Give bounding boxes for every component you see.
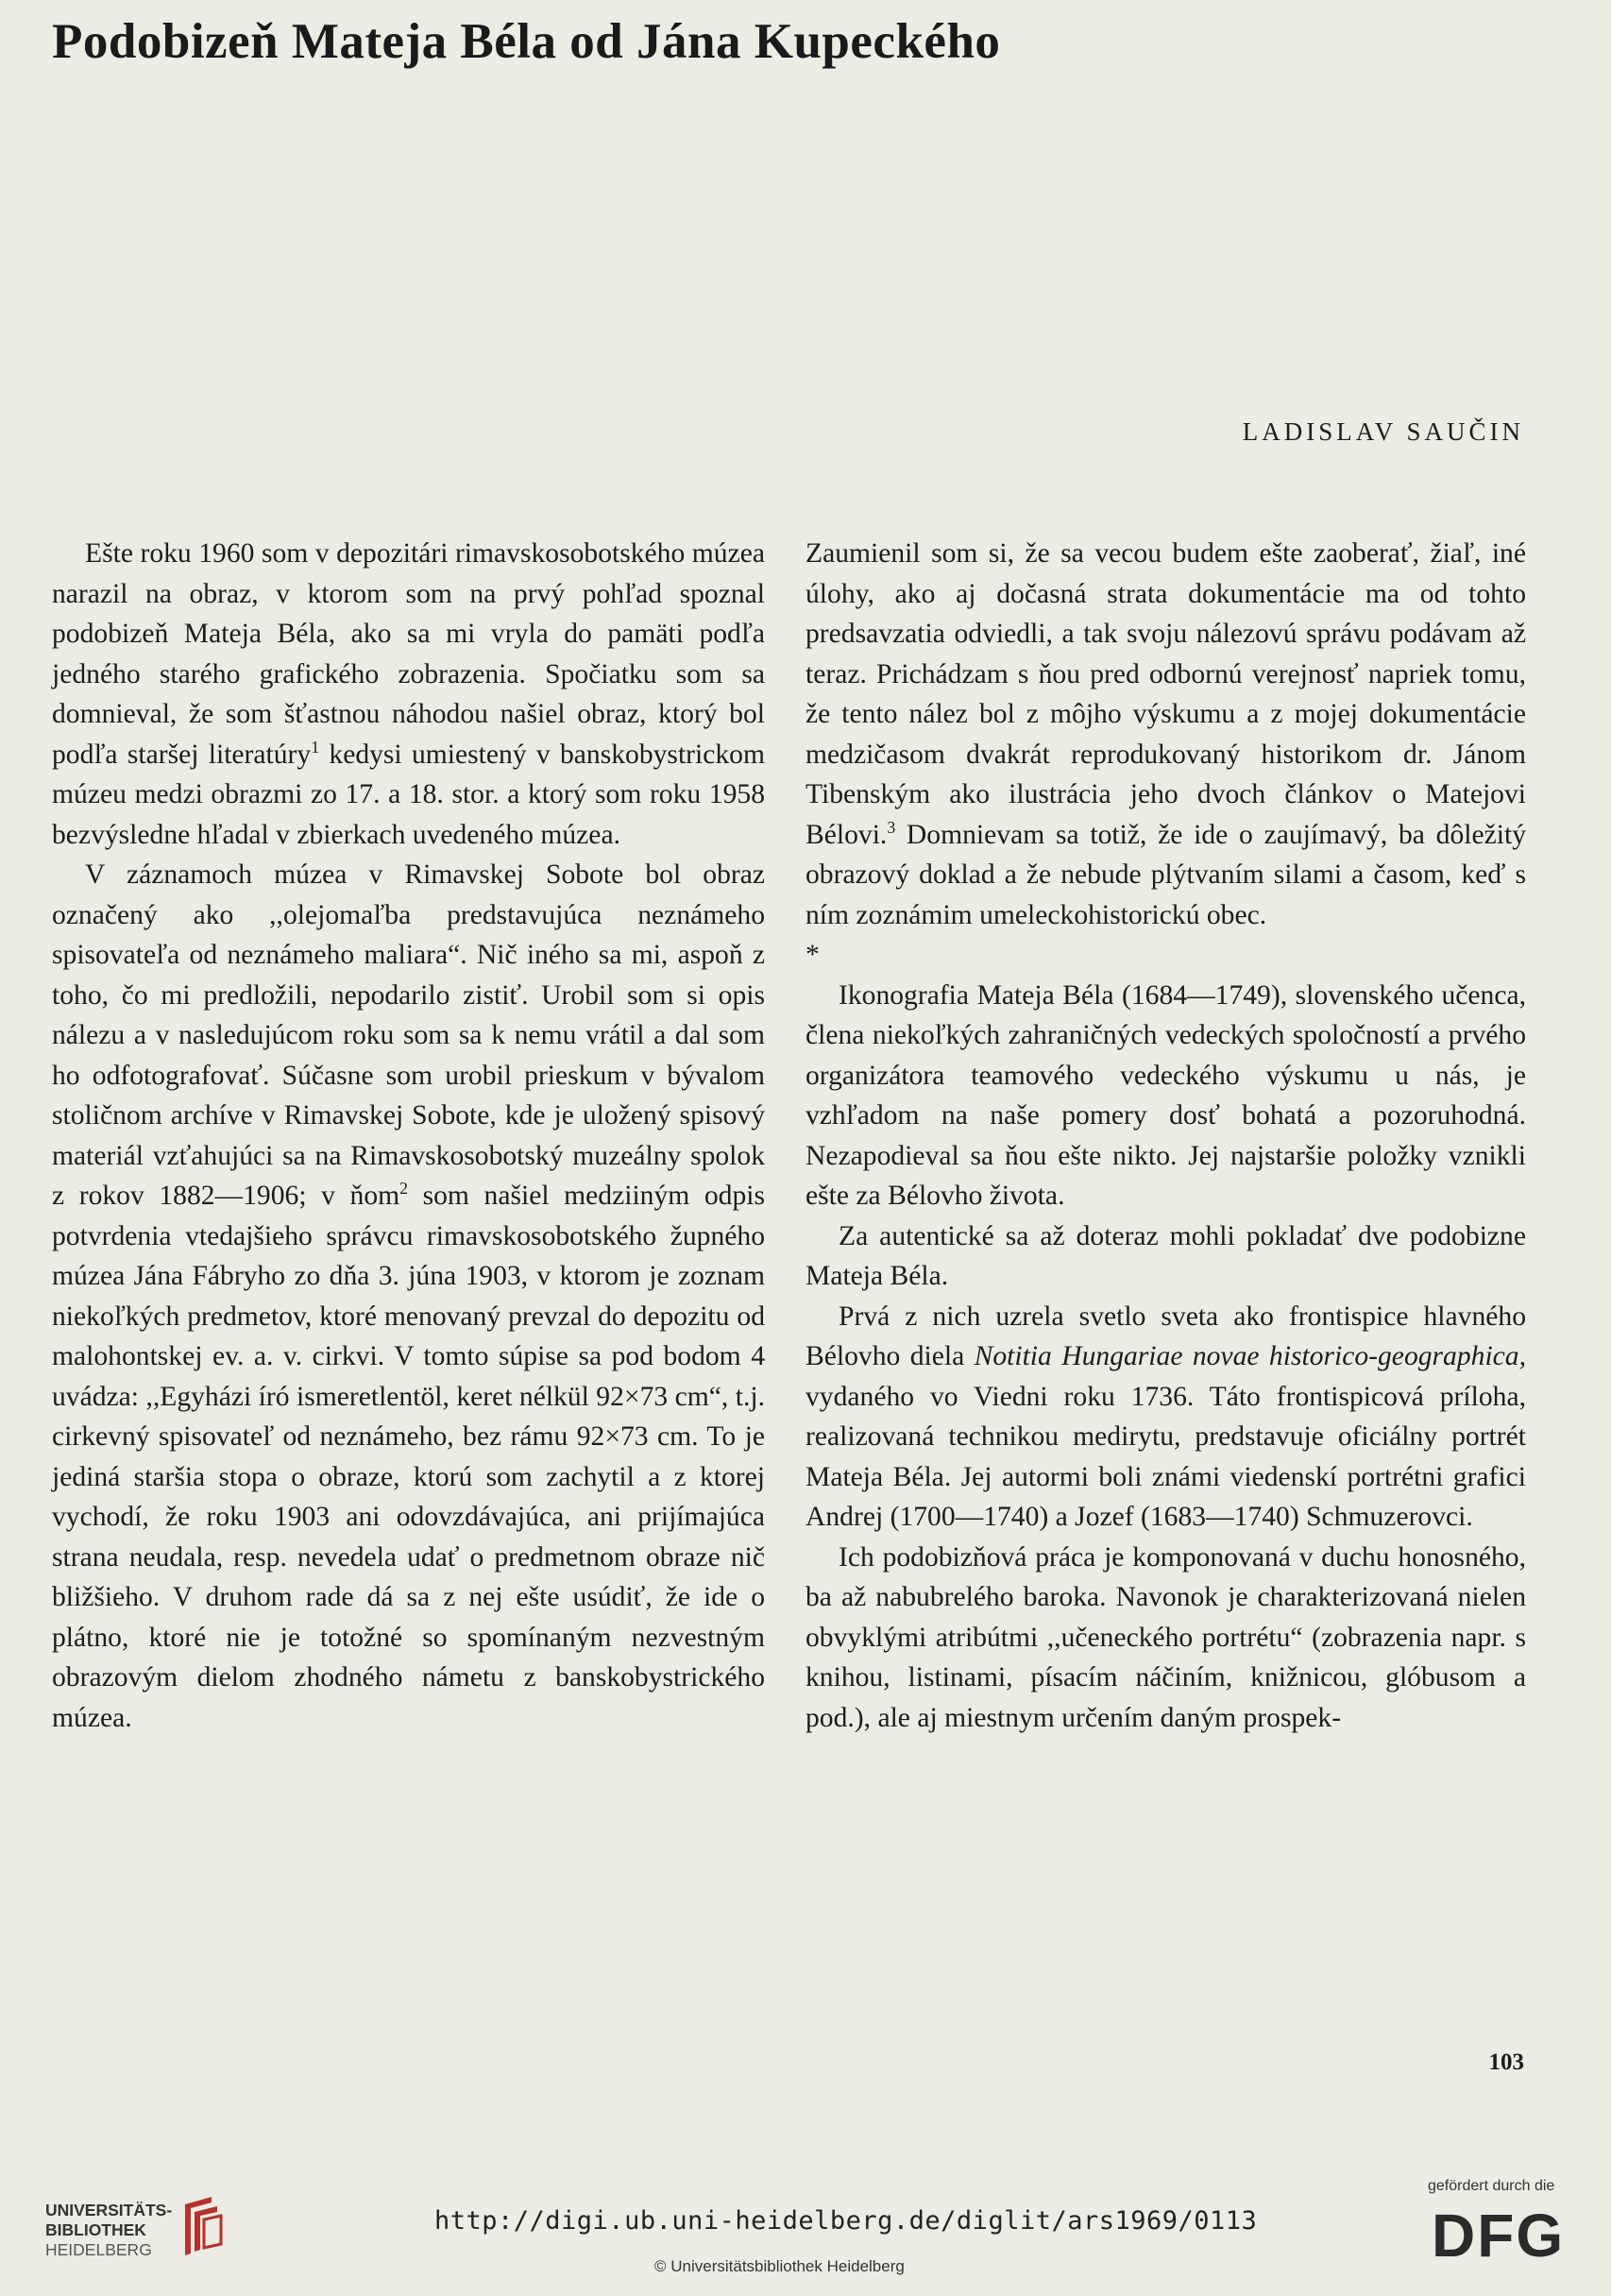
author-name: LADISLAV SAUČIN (1242, 417, 1524, 446)
digitization-footer (0, 2172, 1611, 2296)
footnote-ref[interactable]: 2 (399, 1179, 409, 1199)
library-name-line: BIBLIOTHEK (45, 2220, 146, 2239)
page-number: 103 (1488, 2049, 1524, 2075)
left-column (52, 534, 765, 1738)
footnote-ref[interactable]: 1 (311, 737, 320, 757)
paragraph: Prvá z nich uzrela svetlo sveta ako frontispice hlavného Bélovho diela Notitia Hungariae novae historico-geographica, vydaného vo Viedni roku 1736. Táto frontispicová príloha, realizovaná technikou medirytu, predstavuje oficiálny portrét Mateja Béla. Jej autormi boli známi viedenskí portrétni grafici Andrej (1700—1740) a Jozef (1683—1740) Schmuzerovci. (806, 1301, 1527, 1532)
library-logo[interactable] (45, 2193, 244, 2278)
footnote-ref[interactable]: 3 (887, 817, 896, 837)
paragraph: Ešte roku 1960 som v depozitári rimavskosobotského múzea narazil na obraz, v ktorom som na prvý pohľad spoznal podobizeň Mateja Béla, ako sa mi vryla do pamäti podľa jedného starého grafického zobrazenia. Spočiatku som sa domnieval, že som šťastnou náhodou našiel obraz, ktorý bol podľa staršej literatúry$^1$ kedysi umiestený v banskobystrickom múzeu medzi obrazmi zo 17. a 18. stor. a ktorý som roku 1958 bezvýsledne hľadal v zbierkach uvedeného múzea. (52, 538, 765, 850)
section-separator: * (806, 940, 820, 970)
paragraph: Ikonografia Mateja Béla (1684—1749), slovenského učenca, člena niekoľkých zahraničných vedeckých spoločností a prvého organizátora teamového vedeckého výskumu u nás, je vzhľadom na naše pomery dosť bohatá a pozoruhodná. Nezapodieval sa ňou ešte nikto. Jej najstaršie položky vznikli ešte za Bélovho života. (806, 979, 1526, 1211)
right-column (806, 534, 1526, 1738)
library-name-line: UNIVERSITÄTS- (45, 2201, 173, 2219)
copyright-notice: © Universitätsbibliothek Heidelberg (654, 2257, 905, 2275)
paragraph: Za autentické sa až doteraz mohli pokladať dve podobizne Mateja Béla. (806, 1220, 1526, 1291)
paragraph: Ich podobizňová práca je komponovaná v duchu honosného, ba až nabubrelého baroka. Navonok je charakterizovaná nielen obvyklými atribútmi ,,učeneckého portrétu“ (zobrazenia napr. s knihou, listinami, písacím náčiním, knižnicou, glóbusom a pod.), ale aj miestnym určením daným prospek- (806, 1541, 1526, 1733)
article-title: Podobizeň Mateja Béla od Jána Kupeckého (52, 14, 1001, 69)
dfg-logo[interactable]: DFG (1432, 2202, 1566, 2270)
document-url-link[interactable]: http://digi.ub.uni-heidelberg.de/diglit/ars1969/0113 (434, 2206, 1258, 2236)
library-emblem-icon (166, 2195, 223, 2261)
paragraph: V záznamoch múzea v Rimavskej Sobote bol obraz označený ako ,,olejomaľba predstavujúca neznámeho spisovateľa od neznámeho maliara“. Nič iného sa mi, aspoň z toho, čo mi predložili, nepodarilo zistiť. Urobil som si opis nálezu a v nasledujúcom roku som sa k nemu vrátil a dal som ho odfotografovať. Súčasne som urobil prieskum v bývalom stoličnom archíve v Rimavskej Sobote, kde je uložený spisový materiál vzťahujúci sa na Rimavskosobotský muzeálny spolok z rokov 1882—1906; v ňom$^2$ som našiel medziiným odpis potvrdenia vtedajšieho správcu rimavskosobotského župného múzea Jána Fábryho zo dňa 3. júna 1903, v ktorom je zoznam niekoľkých predmetov, ktoré menovaný prevzal do depozitu od malohontskej ev. a. v. cirkvi. V tomto súpise sa pod bodom 4 uvádza: ,,Egyházi író ismeretlentöl, keret nélkül 92×73 cm“, t.j. cirkevný spisovateľ od neznámeho, bez rámu 92×73 cm. To je jediná staršia stopa o obraze, ktorú som zachytil a z ktorej vychodí, že roku 1903 ani odovzdávajúca, ani prijímajúca strana neudala, resp. nevedela udať o predmetnom obraze nič bližšieho. V druhom rade dá sa z nej ešte usúdiť, že ide o plátno, ktoré nie je totožné so spomínaným nezvestným obrazovým dielom zhodného námetu z banskobystrického múzea. (52, 859, 766, 1733)
book-title: Notitia Hungariae novae historico-geographica, (974, 1341, 1527, 1371)
funding-label: gefördert durch die (1428, 2178, 1555, 2194)
paragraph: Zaumienil som si, že sa vecou budem ešte zaoberať, žiaľ, iné úlohy, ako aj dočasná strata dokumentácie ma od tohto predsavzatia odviedli, a tak svoju nálezovú správu podávam až teraz. Prichádzam s ňou pred odbornú verejnosť napriek tomu, že tento nález bol z môjho výskumu a z mojej dokumentácie medzičasom dvakrát reprodukovaný historikom dr. Jánom Tibenským ako ilustrácia jeho dvoch článkov o Matejovi Bélovi.$^3$ Domnievam sa totiž, že ide o zaujímavý, ba dôležitý obrazový doklad a že nebude plýtvaním silami a časom, keď s ním zoznámim umeleckohistorickú obec. (806, 538, 1526, 930)
library-name-line: HEIDELBERG (45, 2240, 152, 2259)
